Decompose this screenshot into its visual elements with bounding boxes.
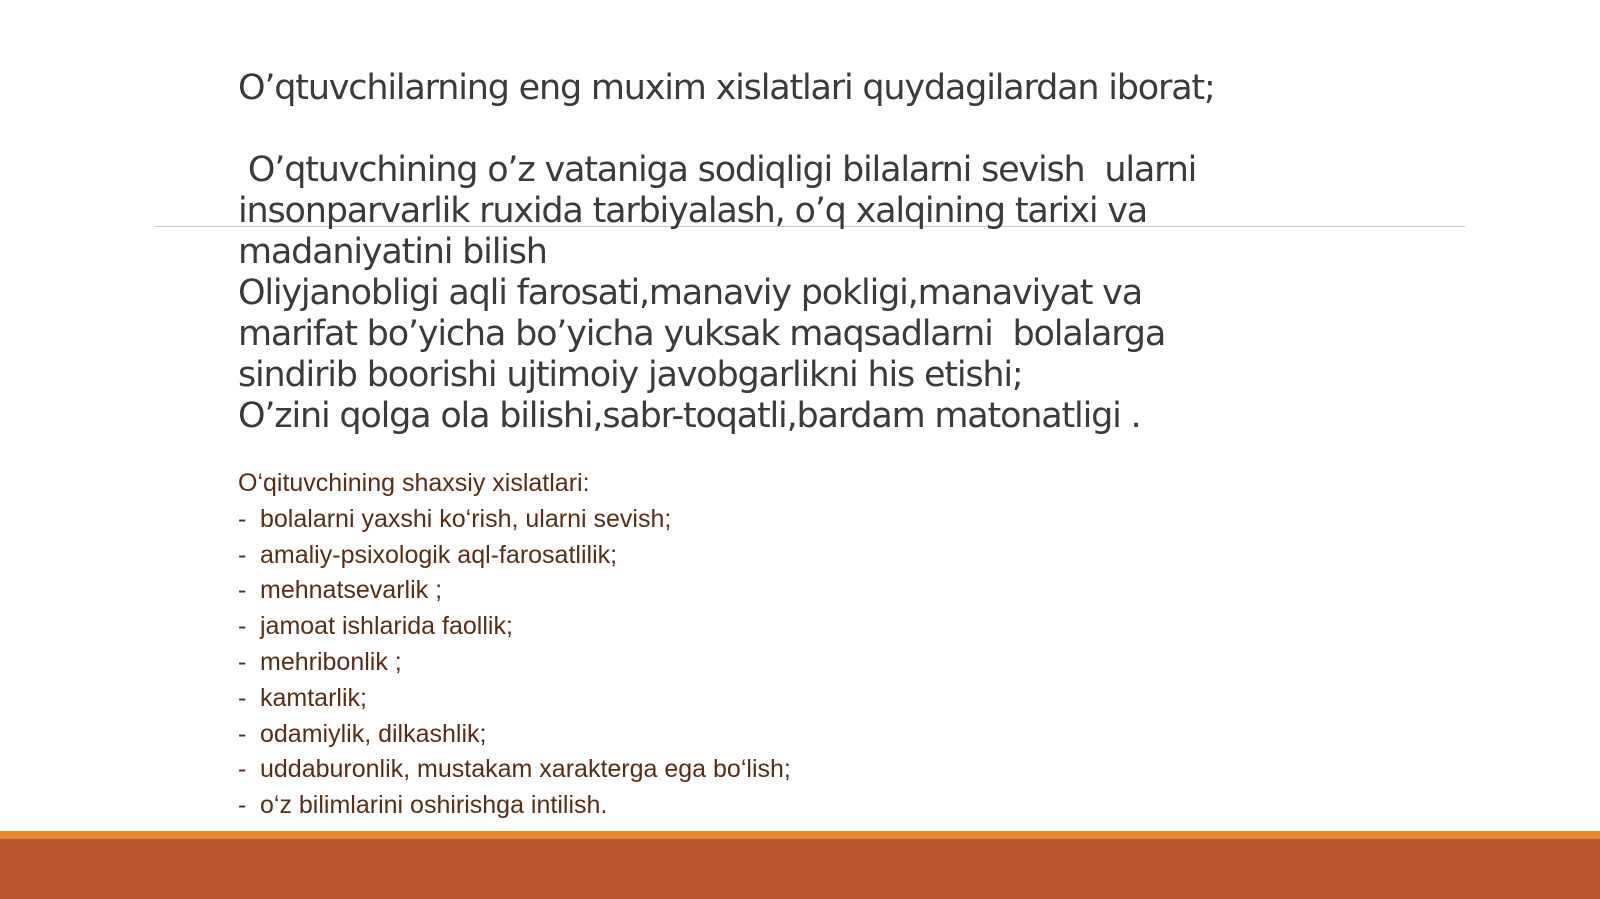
list-item: [238, 788, 1238, 824]
list-item: [238, 502, 1238, 538]
footer-bar: [0, 839, 1600, 899]
list-item-text: o‘z bilimlarini oshirishga intilish.: [260, 791, 608, 820]
list-item: [238, 752, 1238, 788]
list-item-text: uddaburonlik, mustakam xarakterga ega bo‘lish;: [260, 755, 791, 784]
dash-bullet: -: [238, 612, 247, 641]
dash-bullet: -: [238, 576, 247, 605]
title-line: sindirib boorishi ujtimoiy javobgarlikni his etishi;: [238, 355, 1023, 395]
dash-bullet: -: [238, 719, 247, 748]
list-item: [238, 645, 1238, 681]
body-heading: O‘qituvchining shaxsiy xislatlari:: [238, 469, 590, 497]
title-line: madaniyatini bilish: [238, 232, 547, 272]
list-item-text: jamoat ishlarida faollik;: [260, 612, 513, 641]
list-item: [238, 609, 1238, 645]
title-line: insonparvarlik ruxida tarbiyalash, o’q xalqining tarixi va: [238, 191, 1148, 231]
slide-title: [238, 68, 1438, 437]
title-line: O’qtuvchilarning eng muxim xislatlari quydagilardan iborat;: [238, 68, 1215, 108]
footer-accent-stripe: [0, 831, 1600, 839]
slide-body: [238, 466, 1238, 824]
traits-list: [238, 502, 1238, 824]
dash-bullet: -: [238, 755, 247, 784]
dash-bullet: -: [238, 647, 247, 676]
list-item-text: bolalarni yaxshi ko‘rish, ularni sevish;: [260, 504, 672, 533]
list-item: [238, 573, 1238, 609]
list-item-text: amaliy-psixologik aql-farosatlilik;: [260, 540, 618, 569]
title-line: O’zini qolga ola bilishi,sabr-toqatli,bardam matonatligi .: [238, 396, 1141, 436]
list-item-text: kamtarlik;: [260, 683, 367, 712]
dash-bullet: -: [238, 540, 247, 569]
dash-bullet: -: [238, 683, 247, 712]
title-line: marifat bo’yicha bo’yicha yuksak maqsadlarni bolalarga: [238, 314, 1166, 354]
dash-bullet: -: [238, 791, 247, 820]
list-item: [238, 717, 1238, 753]
list-item: [238, 681, 1238, 717]
list-item-text: mehnatsevarlik ;: [260, 576, 443, 605]
dash-bullet: -: [238, 504, 247, 533]
list-item: [238, 538, 1238, 574]
title-line: Oliyjanobligi aqli farosati,manaviy pokligi,manaviyat va: [238, 273, 1142, 313]
title-line: O’qtuvchining o’z vataniga sodiqligi bilalarni sevish ularni: [238, 150, 1197, 190]
list-item-text: odamiylik, dilkashlik;: [260, 719, 487, 748]
list-item-text: mehribonlik ;: [260, 647, 402, 676]
